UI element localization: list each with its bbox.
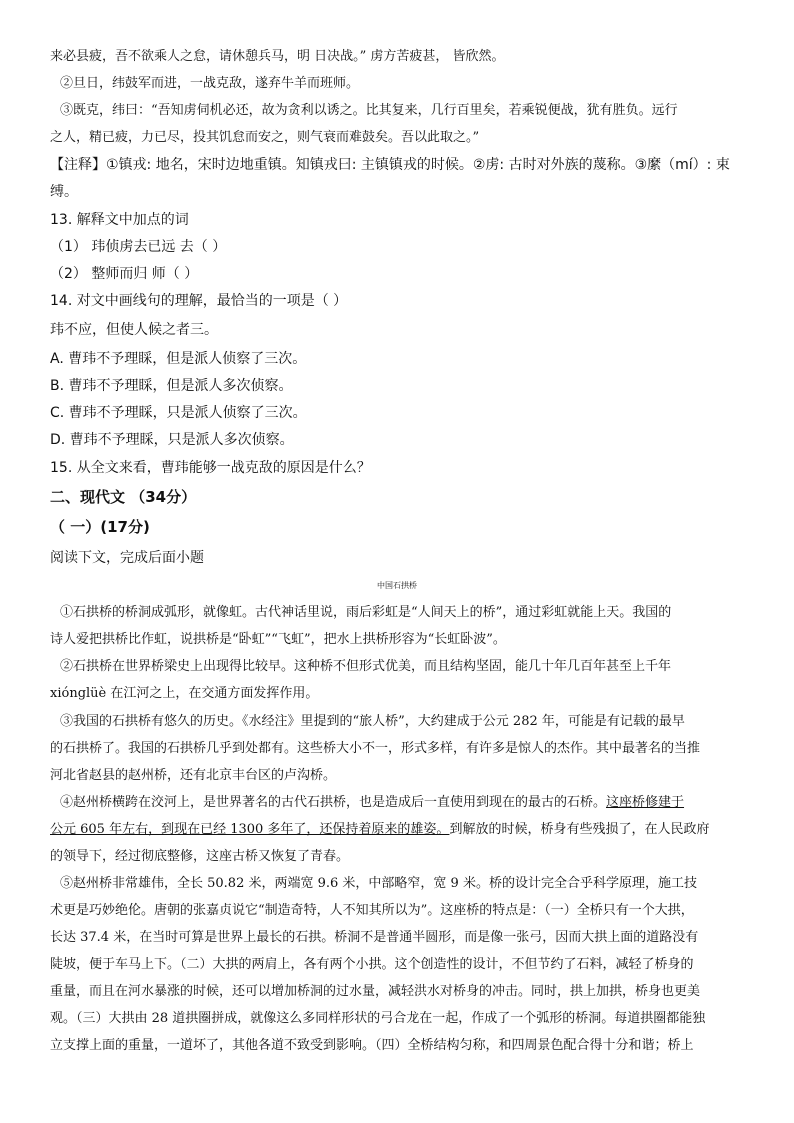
underlined-sentence: 这座桥修建于	[606, 795, 685, 810]
article-p5: ⑤赵州桥非常雄伟，全长 50.82 米，两端宽 9.6 米，中部略窄，宽 9 米。桥的设计完全合乎科学原理，施工技	[60, 876, 697, 891]
article-p3: ③我国的石拱桥有悠久的历史。《水经注》里提到的“旅人桥”，大约建成于公元 282 年，可能是有记载的最早	[60, 714, 685, 729]
article-p4-cont	[50, 821, 709, 839]
article-p2-cont: xiónglüè 在江河之上，在交通方面发挥作用。	[50, 686, 319, 701]
article-p4-text: 到解放的时候，桥身有些残损了，在人民政府	[449, 822, 710, 837]
classical-paragraph-2: ②旦日，纬鼓军而进，一战克敌，遂弃牛羊而班师。	[60, 76, 360, 91]
question-13: 13. 解释文中加点的词	[50, 212, 189, 228]
article-p5-cont: 观。（三）大拱由 28 道拱圈拼成，就像这么多同样形状的弓合龙在一起，作成了一个弧形的桥洞。每道拱圈都能独	[50, 1011, 706, 1026]
annotation-note: 【注释】①镇戎: 地名，宋时边地重镇。知镇戎曰: 主镇镇戎的时候。②虏: 古时对外族的蔑称。③縻（mí）: 束	[50, 157, 730, 173]
article-title: 中国石拱桥	[377, 581, 417, 590]
article-p1-cont: 诗人爱把拱桥比作虹，说拱桥是“卧虹”“飞虹”，把水上拱桥形容为“长虹卧波”。	[50, 632, 506, 647]
section-heading: 二、现代文 （34分）	[50, 488, 197, 506]
article-p5-cont: 立支撑上面的重量，一道坏了，其他各道不致受到影响。（四）全桥结构匀称，和四周景色配合得十分和谐；桥上	[50, 1038, 694, 1053]
article-p5-cont: 重量，而且在河水暴涨的时候，还可以增加桥洞的过水量，减轻洪水对桥身的冲击。同时，拱上加拱，桥身也更美	[50, 984, 701, 999]
article-p3-cont: 河北省赵县的赵州桥，还有北京丰台区的卢沟桥。	[50, 768, 337, 783]
article-p5-cont: 术更是巧妙绝伦。唐朝的张嘉贞说它“制造奇特，人不知其所以为”。这座桥的特点是：（一）全桥只有一个大拱，	[50, 903, 694, 918]
option-b: B. 曹玮不予理睬，但是派人多次侦察。	[50, 378, 293, 394]
question-15: 15. 从全文来看，曹玮能够一战克敌的原因是什么？	[50, 460, 371, 476]
question-14-sentence: 玮不应，但使人候之者三。	[50, 322, 218, 338]
article-p3-cont: 的石拱桥了。我国的石拱桥几乎到处都有。这些桥大小不一，形式多样，有许多是惊人的杰作。其中最著名的当推	[50, 741, 701, 756]
article-p1: ①石拱桥的桥洞成弧形，就像虹。古代神话里说，雨后彩虹是“人间天上的桥”，通过彩虹就能上天。我国的	[60, 605, 672, 620]
article-p4-cont: 的领导下，经过彻底整修，这座古桥又恢复了青春。	[50, 849, 350, 864]
question-13-item-2: （2） 整师而归 师（ ）	[50, 266, 199, 282]
option-c: C. 曹玮不予理睬，只是派人侦察了三次。	[50, 405, 307, 421]
classical-paragraph-3: ③既克，纬曰：“吾知虏伺机必还，故为贪利以诱之。比其复来，几行百里矣，若乘锐便战，犹有胜负。远行	[60, 103, 678, 118]
option-a: A. 曹玮不予理睬，但是派人侦察了三次。	[50, 351, 307, 367]
article-p4-text: ④赵州桥横跨在洨河上，是世界著名的古代石拱桥，也是造成后一直使用到现在的最古的石桥。	[60, 795, 607, 810]
subsection-heading: （ 一）(17分)	[50, 518, 150, 536]
classical-paragraph-3-cont: 之人，精已疲，力已尽，投其饥怠而安之，则气衰而难鼓矣。吾以此取之。”	[50, 130, 480, 145]
reading-instruction: 阅读下文，完成后面小题	[50, 550, 204, 566]
annotation-note-cont: 缚。	[50, 184, 78, 200]
article-p5-cont: 长达 37.4 米，在当时可算是世界上最长的石拱。桥洞不是普通半圆形，而是像一张弓，因而大拱上面的道路没有	[50, 930, 699, 945]
question-13-item-1: （1） 玮侦虏去已远 去（ ）	[50, 239, 227, 255]
article-p4	[60, 794, 684, 812]
question-14: 14. 对文中画线句的理解，最恰当的一项是（ ）	[50, 293, 348, 309]
option-d: D. 曹玮不予理睬，只是派人多次侦察。	[50, 432, 294, 448]
article-p2: ②石拱桥在世界桥梁史上出现得比较早。这种桥不但形式优美，而且结构坚固，能几十年几百年甚至上千年	[60, 659, 672, 674]
article-p5-cont: 陡坡，便于车马上下。（二）大拱的两肩上，各有两个小拱。这个创造性的设计，不但节约了石料，减轻了桥身的	[50, 957, 694, 972]
classical-text-line: 来必县疲，吾不欲乘人之怠，请休憩兵马，明 日决战。” 虏方苦疲甚， 皆欣然。	[50, 49, 505, 64]
underlined-sentence: 公元 605 年左右，到现在已经 1300 多年了，还保持着原来的雄姿。	[50, 822, 450, 837]
